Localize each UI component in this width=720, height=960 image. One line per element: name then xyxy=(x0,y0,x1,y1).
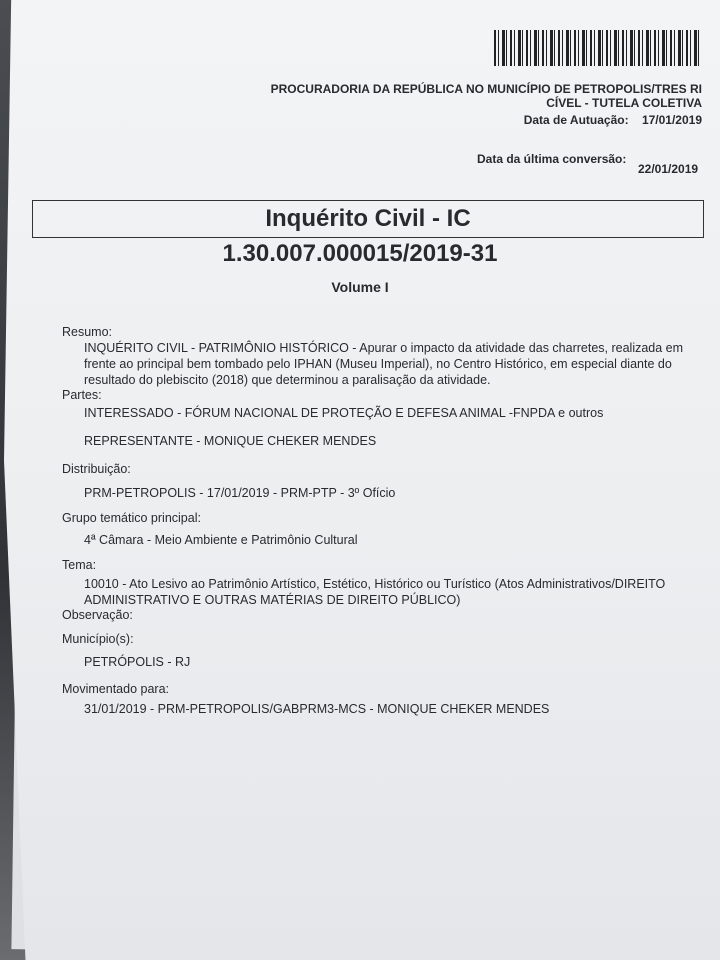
tema-line-1: 10010 - Ato Lesivo ao Patrimônio Artístico, Estético, Histórico ou Turístico (Atos Administrativos/DIREITO xyxy=(84,577,666,591)
autuacao-label: Data de Autuação: xyxy=(523,113,629,127)
tema-line-2: ADMINISTRATIVO E OUTRAS MATÉRIAS DE DIREITO PÚBLICO) xyxy=(84,593,461,607)
autuacao-date: 17/01/2019 xyxy=(641,113,702,127)
movimentado-label: Movimentado para: xyxy=(62,682,170,696)
observacao-label: Observação: xyxy=(62,608,133,622)
resumo-label: Resumo: xyxy=(62,325,113,339)
volume-label: Volume I xyxy=(331,279,389,295)
header-line-2: CÍVEL - TUTELA COLETIVA xyxy=(546,96,702,110)
municipio-value: PETRÓPOLIS - RJ xyxy=(84,655,191,669)
grupo-value: 4ª Câmara - Meio Ambiente e Patrimônio Cultural xyxy=(84,533,358,547)
resumo-line-3: resultado do plebiscito (2018) que determinou a paralisação da atividade. xyxy=(84,373,491,387)
municipio-label: Município(s): xyxy=(62,632,134,646)
distribuicao-value: PRM-PETROPOLIS - 17/01/2019 - PRM-PTP - 3º Ofício xyxy=(84,486,396,500)
header-line-1: PROCURADORIA DA REPÚBLICA NO MUNICÍPIO DE PETROPOLIS/TRES RI xyxy=(270,82,702,96)
resumo-line-1: INQUÉRITO CIVIL - PATRIMÔNIO HISTÓRICO - Apurar o impacto da atividade das charretes, realizada em xyxy=(84,341,684,355)
document-title: Inquérito Civil - IC xyxy=(32,200,704,238)
barcode xyxy=(494,30,702,66)
tema-label: Tema: xyxy=(62,558,97,572)
conversao-label: Data da última conversão: xyxy=(477,152,627,166)
grupo-label: Grupo temático principal: xyxy=(62,511,201,525)
partes-interessado: INTERESSADO - FÓRUM NACIONAL DE PROTEÇÃO E DEFESA ANIMAL -FNPDA e outros xyxy=(84,406,604,420)
distribuicao-label: Distribuição: xyxy=(62,462,131,476)
partes-label: Partes: xyxy=(62,388,102,402)
resumo-line-2: frente ao principal bem tombado pelo IPHAN (Museu Imperial), no Centro Histórico, em especial diante do xyxy=(84,357,672,371)
partes-representante: REPRESENTANTE - MONIQUE CHEKER MENDES xyxy=(84,434,377,448)
header-autuacao xyxy=(524,113,702,127)
document-page xyxy=(4,0,720,960)
procedure-number: 1.30.007.000015/2019-31 xyxy=(222,240,498,267)
conversao-date: 22/01/2019 xyxy=(638,162,699,176)
movimentado-value: 31/01/2019 - PRM-PETROPOLIS/GABPRM3-MCS - MONIQUE CHEKER MENDES xyxy=(84,702,550,716)
